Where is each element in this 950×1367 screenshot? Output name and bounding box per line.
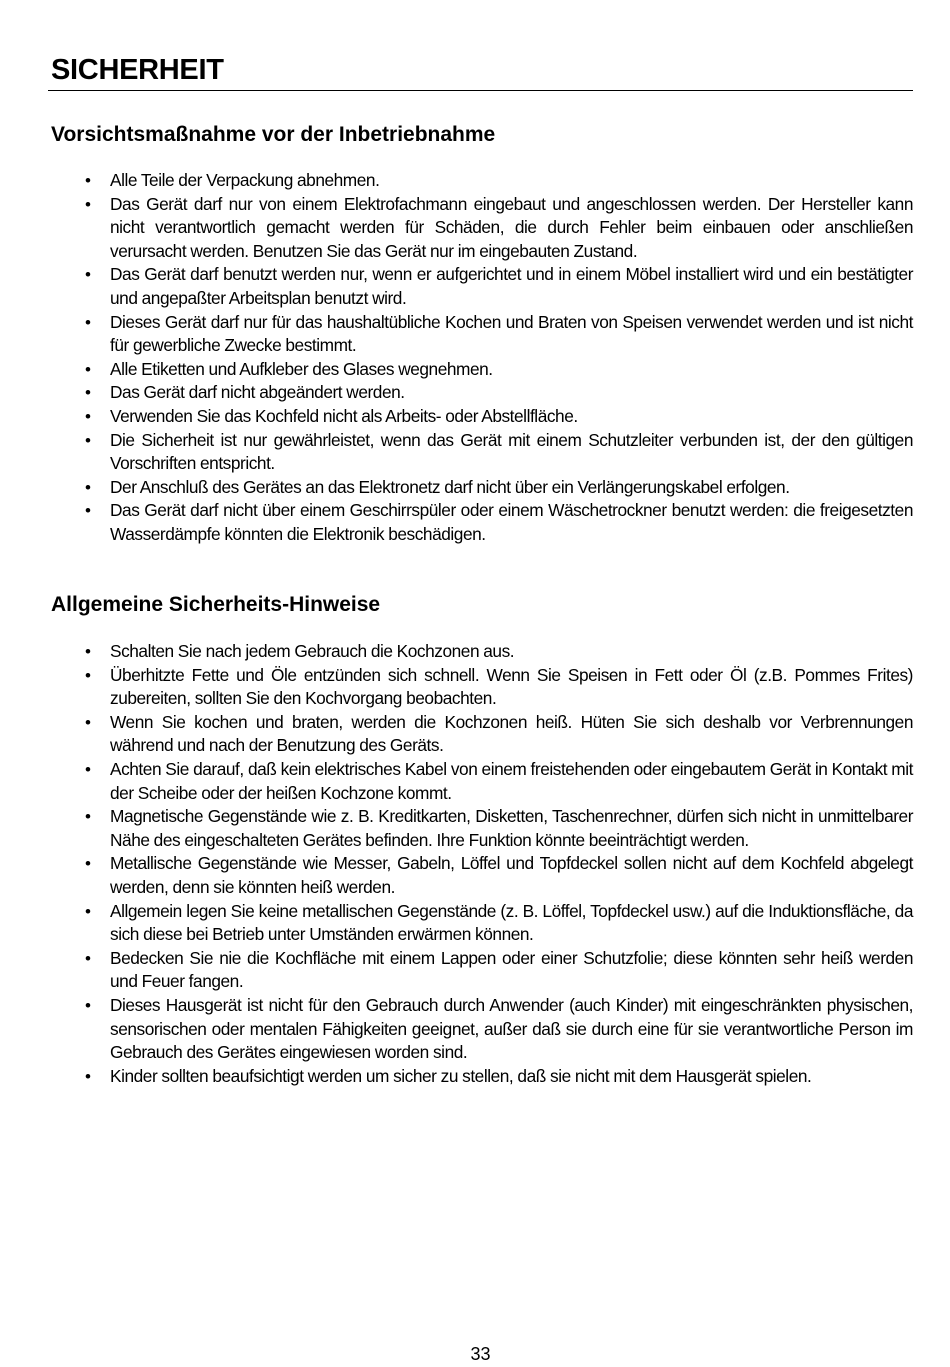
list-item-text: Alle Teile der Verpackung abnehmen. bbox=[110, 170, 380, 190]
list-item bbox=[48, 405, 913, 429]
list-item-text: Überhitzte Fette und Öle entzünden sich schnell. Wenn Sie Speisen in Fett oder Öl (z.B. Pommes Frites) zubereiten, sollten Sie den Kochvorgang beobachten. bbox=[110, 664, 913, 709]
list-item bbox=[48, 499, 913, 546]
bullet-icon: • bbox=[85, 807, 91, 827]
list-item bbox=[48, 476, 913, 500]
list-item-text: Bedecken Sie nie die Kochfläche mit einem Lappen oder einer Schutzfolie; diese könnten sehr heiß werden und Feuer fangen. bbox=[110, 947, 913, 992]
list-item bbox=[48, 664, 913, 711]
bullet-icon: • bbox=[85, 312, 91, 332]
list-item-text: Das Gerät darf nicht abgeändert werden. bbox=[110, 382, 405, 403]
bullet-icon: • bbox=[85, 854, 91, 874]
list-item bbox=[48, 358, 913, 382]
general-safety-list bbox=[48, 640, 913, 1088]
page-title: SICHERHEIT bbox=[51, 54, 224, 86]
list-item-text: Magnetische Gegenstände wie z. B. Kreditkarten, Disketten, Taschenrechner, dürfen sich nicht in unmittelbarer Nähe des eingeschalteten Gerätes befinden. Ihre Funktion könnte beeinträchtigt werden. bbox=[110, 806, 913, 850]
list-item bbox=[48, 193, 913, 264]
bullet-icon: • bbox=[85, 901, 91, 921]
document-page bbox=[48, 0, 913, 1367]
bullet-icon: • bbox=[85, 171, 91, 190]
bullet-icon: • bbox=[85, 265, 91, 285]
list-item bbox=[48, 711, 913, 758]
list-item bbox=[48, 758, 913, 805]
list-item bbox=[48, 994, 913, 1065]
page-number: 33 bbox=[470, 1344, 491, 1364]
bullet-icon: • bbox=[85, 430, 91, 450]
list-item-text: Verwenden Sie das Kochfeld nicht als Arbeits- oder Abstellfläche. bbox=[110, 405, 578, 426]
list-item-text: Wenn Sie kochen und braten, werden die Kochzonen heiß. Hüten Sie sich deshalb vor Verbrennungen während und nach der Benutzung des Geräts. bbox=[110, 711, 913, 756]
list-item-text: Dieses Hausgerät ist nicht für den Gebrauch durch Anwender (auch Kinder) mit eingeschränkten physischen, sensorischen oder mentalen Fähigkeiten geeignet, außer daß sie durch eine für sie verantwortliche Person im Gebrauch des Gerätes eingewiesen worden sind. bbox=[110, 994, 913, 1063]
list-item bbox=[48, 852, 913, 899]
list-item-text: Dieses Gerät darf nur für das haushaltübliche Kochen und Braten von Speisen verwendet werden und ist nicht für gewerbliche Zwecke bestimmt. bbox=[110, 311, 913, 356]
title-divider bbox=[48, 90, 913, 91]
list-item-text: Alle Etiketten und Aufkleber des Glases wegnehmen. bbox=[110, 358, 493, 379]
bullet-icon: • bbox=[85, 406, 91, 426]
list-item-text: Der Anschluß des Gerätes an das Elektronetz darf nicht über ein Verlängerungskabel erfolgen. bbox=[110, 476, 790, 497]
list-item bbox=[48, 947, 913, 994]
bullet-icon: • bbox=[85, 995, 91, 1015]
list-item-text: Das Gerät darf nicht über einem Geschirrspüler oder einem Wäschetrockner benutzt werden: die freigesetzten Wasserdämpfe könnten die Elektronik beschädigen. bbox=[110, 500, 913, 544]
section-heading-precautions: Vorsichtsmaßnahme vor der Inbetriebnahme bbox=[51, 123, 496, 146]
bullet-icon: • bbox=[85, 948, 91, 968]
bullet-icon: • bbox=[85, 642, 91, 661]
bullet-icon: • bbox=[85, 359, 91, 379]
list-item bbox=[48, 429, 913, 476]
list-item-text: Kinder sollten beaufsichtigt werden um sicher zu stellen, daß sie nicht mit dem Hausgerät spielen. bbox=[110, 1065, 812, 1086]
bullet-icon: • bbox=[85, 712, 91, 732]
list-item-text: Schalten Sie nach jedem Gebrauch die Kochzonen aus. bbox=[110, 641, 515, 661]
list-item bbox=[48, 311, 913, 358]
list-item bbox=[48, 805, 913, 852]
list-item-text: Metallische Gegenstände wie Messer, Gabeln, Löffel und Topfdeckel sollen nicht auf dem Kochfeld abgelegt werden, denn sie könnten heiß werden. bbox=[110, 853, 913, 897]
bullet-icon: • bbox=[85, 1066, 91, 1086]
bullet-icon: • bbox=[85, 759, 91, 779]
bullet-icon: • bbox=[85, 383, 91, 403]
bullet-icon: • bbox=[85, 477, 91, 497]
bullet-icon: • bbox=[85, 665, 91, 685]
list-item-text: Das Gerät darf nur von einem Elektrofachmann eingebaut und angeschlossen werden. Der Hersteller kann nicht verantwortlich gemacht werden für Schäden, die durch Fehler beim einbauen oder anschließen verursacht werden. Benutzen Sie das Gerät nur im eingebauten Zustand. bbox=[110, 193, 913, 261]
list-item bbox=[48, 381, 913, 405]
section-heading-general-safety: Allgemeine Sicherheits-Hinweise bbox=[51, 593, 381, 616]
bullet-icon: • bbox=[85, 194, 91, 214]
bullet-icon: • bbox=[85, 501, 91, 521]
list-item bbox=[48, 900, 913, 947]
list-item bbox=[48, 640, 913, 664]
list-item bbox=[48, 1065, 913, 1089]
list-item bbox=[48, 169, 913, 193]
list-item-text: Allgemein legen Sie keine metallischen Gegenstände (z. B. Löffel, Topfdeckel usw.) auf die Induktionsfläche, da sich diese bei Betrieb unter Umständen erwärmen können. bbox=[110, 900, 913, 945]
list-item-text: Achten Sie darauf, daß kein elektrisches Kabel von einem freistehenden oder eingebautem Gerät in Kontakt mit der Scheibe oder der heißen Kochzone kommt. bbox=[110, 758, 913, 803]
list-item-text: Das Gerät darf benutzt werden nur, wenn er aufgerichtet und in einem Möbel installiert wird und ein bestätigter und angepaßter Arbeitsplan benutzt wird. bbox=[110, 264, 913, 308]
precautions-list bbox=[48, 169, 913, 547]
list-item-text: Die Sicherheit ist nur gewährleistet, wenn das Gerät mit einem Schutzleiter verbunden ist, der den gültigen Vorschriften entspricht. bbox=[110, 429, 913, 474]
list-item bbox=[48, 263, 913, 310]
